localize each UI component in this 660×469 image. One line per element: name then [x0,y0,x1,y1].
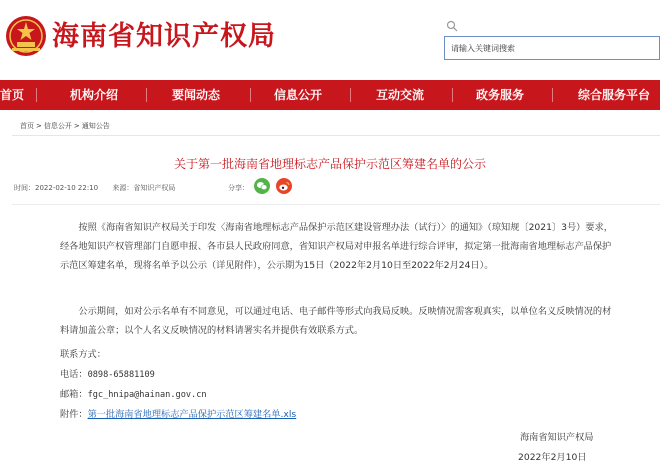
article-paragraph [60,218,620,275]
email-line [60,386,207,400]
nav-divider [146,88,147,102]
contact-label: 联系方式： [60,349,106,360]
nav-item-services[interactable]: 政务服务 [476,88,525,102]
search-icon[interactable] [446,20,458,32]
attachment-link[interactable]: 第一批海南省地理标志产品保护示范区筹建名单.xls [87,409,297,420]
nav-item-news[interactable]: 要闻动态 [172,88,221,102]
nav-divider [552,88,553,102]
nav-divider [350,88,351,102]
breadcrumb-notices[interactable]: 通知公告 [81,122,110,130]
article-paragraph [60,302,620,340]
divider [12,135,660,136]
site-header [0,0,660,80]
emblem-icon [4,14,48,58]
breadcrumb [20,121,110,131]
breadcrumb-disclosure[interactable]: 信息公开 [43,122,72,130]
attachment-line [60,406,296,420]
nav-item-about[interactable]: 机构介绍 [70,88,119,102]
divider [12,204,660,205]
article-meta [14,183,175,193]
nav-item-home[interactable]: 首页 [0,88,25,102]
breadcrumb-separator: > [36,122,42,130]
signature-org: 海南省知识产权局 [520,432,594,443]
nav-divider [36,88,37,102]
nav-item-disclosure[interactable]: 信息公开 [274,88,323,102]
paragraph-text: 按照《海南省知识产权局关于印发〈海南省地理标志产品保护示范区建设管理办法（试行）〉的通知》（琼知规〔2021〕3号）要求，经各地知识产权管理部门自愿申报、各市县人民政府同意，省知识产权局对申报名单进行综合评审，拟定第一批海南省地理标志产品保护示范区筹建名单，现将名单予以公示（详见附件），公示期为15日（2022年2月10日至2022年2月24日）。 [60,222,613,271]
time-value: 2022-02-10 22:10 [35,184,99,192]
nav-item-platform[interactable]: 综合服务平台 [578,88,651,102]
nav-divider [452,88,453,102]
search-box [444,36,660,60]
phone-line [60,366,155,380]
breadcrumb-separator: > [73,122,80,130]
nav-item-interaction[interactable]: 互动交流 [376,88,425,102]
main-nav [0,80,660,110]
site-title[interactable]: 海南省知识产权局 [52,21,276,52]
share-label: 分享： [228,184,249,192]
article-title: 关于第一批海南省地理标志产品保护示范区筹建名单的公示 [173,157,486,171]
email-label: 邮箱： [60,389,88,400]
source-label: 来源： [112,184,134,192]
signature-date: 2022年2月10日 [518,452,587,463]
email-value: fgc_hnipa@hainan.gov.cn [87,390,207,400]
breadcrumb-home[interactable]: 首页 [20,122,34,130]
phone-label: 电话： [60,369,88,380]
time-label: 时间： [14,184,35,192]
phone-value: 0898-65881109 [87,370,155,380]
paragraph-text: 公示期间，如对公示名单有不同意见，可以通过电话、电子邮件等形式向我局反映。反映情况需客观真实，以单位名义反映情况的材料请加盖公章；以个人名义反映情况的材料请署实名并提供有效联系方式。 [60,306,612,336]
nav-divider [250,88,251,102]
weibo-icon[interactable] [276,178,292,194]
attachment-label: 附件： [60,409,88,420]
wechat-icon[interactable] [254,178,270,194]
search-input[interactable] [445,37,659,59]
source-value: 省知识产权局 [133,184,176,192]
